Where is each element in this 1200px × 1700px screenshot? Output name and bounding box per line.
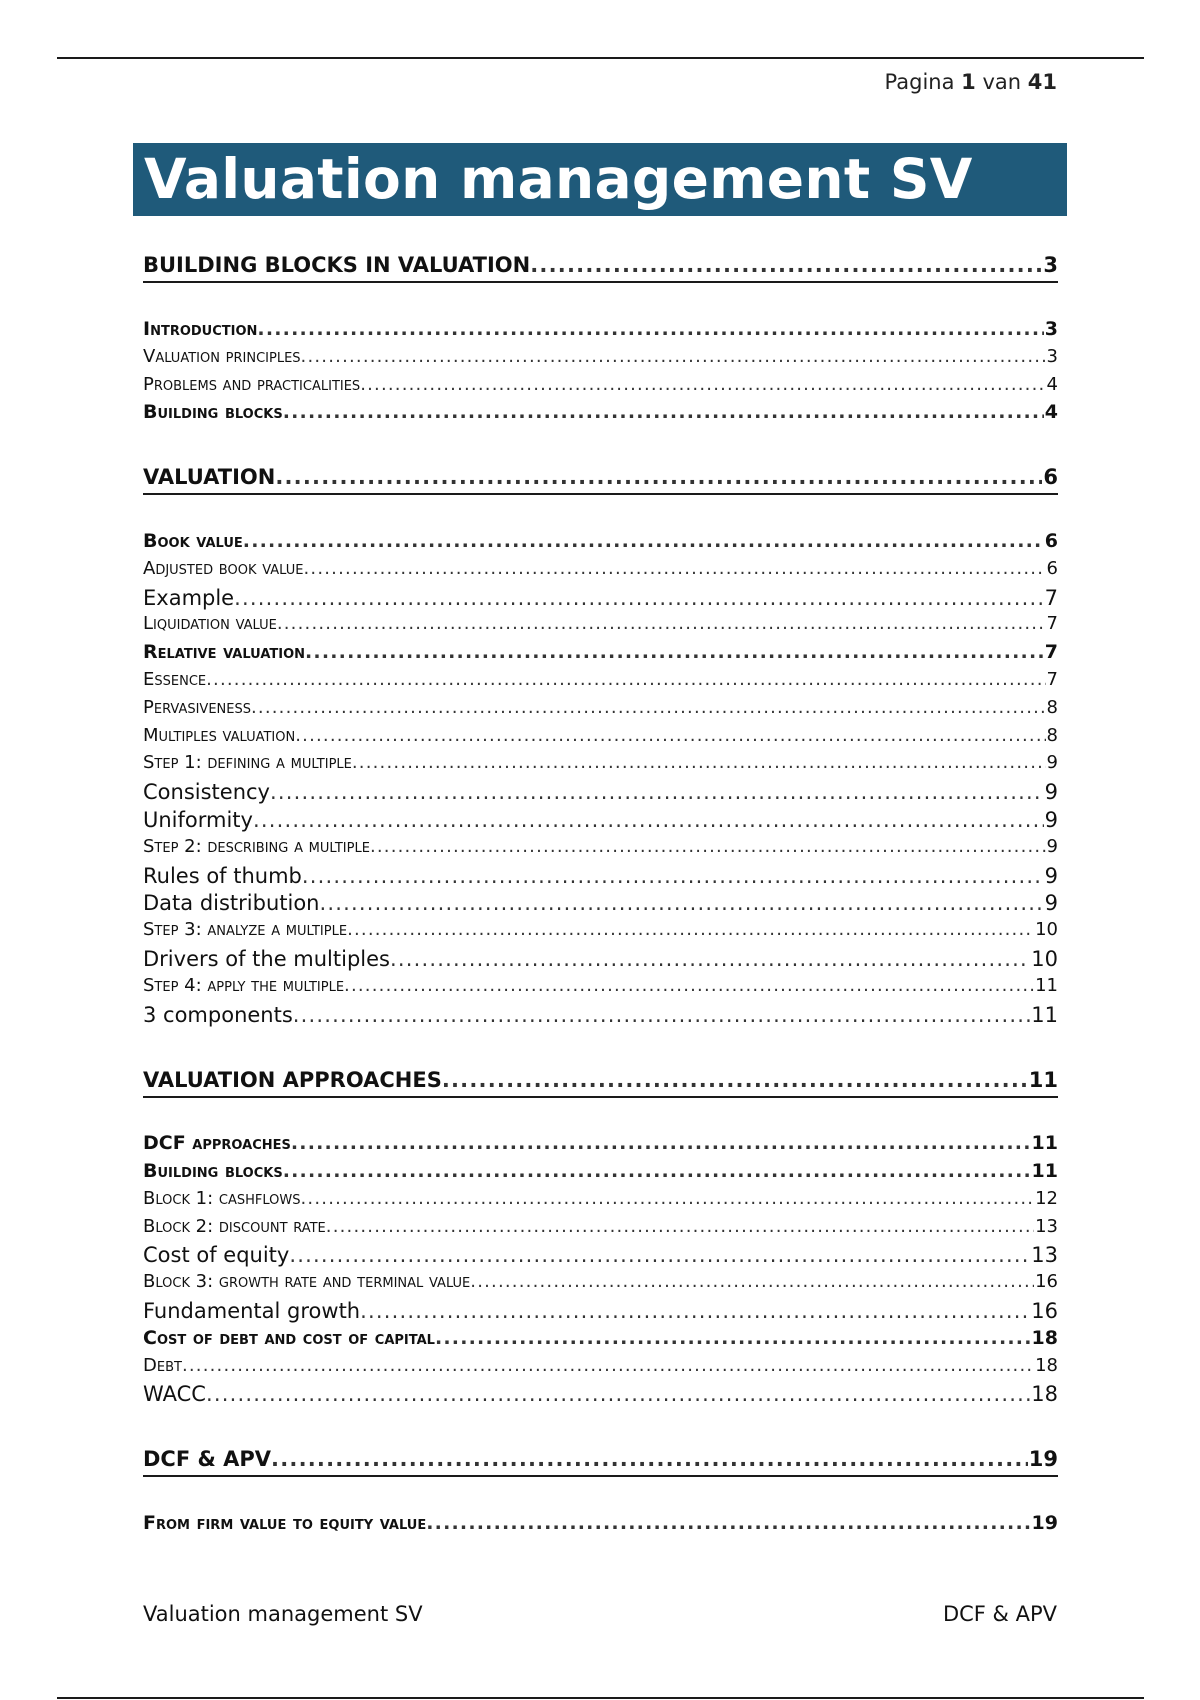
toc-entry-title: Cost of equity — [143, 1243, 290, 1267]
page-of-label: van — [982, 70, 1022, 94]
toc-entry[interactable] — [143, 864, 1058, 888]
toc-entry-title: Multiples valuation — [143, 725, 296, 746]
toc-entry-page: 11 — [1031, 1160, 1058, 1182]
toc-entry[interactable] — [143, 1512, 1058, 1534]
toc-leader-dots — [293, 1003, 1030, 1027]
toc-entry-page: 10 — [1031, 947, 1058, 971]
toc-entry-page: 7 — [1044, 586, 1058, 610]
toc-leader-dots — [289, 1243, 1030, 1267]
page-current: 1 — [961, 70, 976, 94]
toc-entry[interactable] — [143, 374, 1058, 395]
toc-entry-page: 18 — [1035, 1355, 1058, 1376]
toc-leader-dots — [271, 1447, 1028, 1471]
toc-entry-page: 9 — [1044, 891, 1058, 915]
toc-entry-title: Debt — [143, 1355, 182, 1376]
toc-entry[interactable] — [143, 586, 1058, 610]
toc-entry-title: Step 2: describing a multiple — [143, 836, 370, 857]
document-title: Valuation management SV — [144, 147, 973, 211]
toc-entry-title: BUILDING BLOCKS IN VALUATION — [143, 253, 531, 277]
toc-leader-dots — [530, 253, 1042, 277]
toc-entry[interactable] — [143, 465, 1058, 495]
toc-entry-title: Data distribution — [143, 891, 320, 915]
toc-entry-page: 7 — [1044, 641, 1058, 663]
toc-entry-page: 10 — [1035, 919, 1058, 940]
toc-entry-page: 12 — [1035, 1188, 1058, 1209]
toc-leader-dots — [270, 780, 1044, 804]
toc-entry[interactable] — [143, 1132, 1058, 1154]
toc-entry-page: 9 — [1044, 780, 1058, 804]
toc-entry[interactable] — [143, 530, 1058, 552]
toc-entry[interactable] — [143, 1271, 1058, 1292]
toc-entry-title: Step 4: apply the multiple — [143, 975, 345, 996]
toc-entry-title: Liquidation value — [143, 613, 277, 634]
toc-entry[interactable] — [143, 1299, 1058, 1323]
page-label: Pagina — [884, 70, 955, 94]
toc-entry-title: Step 3: analyze a multiple — [143, 919, 348, 940]
toc-leader-dots — [302, 864, 1044, 888]
toc-entry[interactable] — [143, 1327, 1058, 1349]
toc-entry[interactable] — [143, 401, 1058, 423]
toc-leader-dots — [442, 1068, 1028, 1092]
toc-entry-page: 4 — [1044, 401, 1058, 423]
toc-entry-page: 13 — [1035, 1216, 1058, 1237]
toc-leader-dots — [426, 1512, 1030, 1534]
toc-entry[interactable] — [143, 975, 1058, 996]
toc-leader-dots — [182, 1355, 1034, 1376]
toc-entry-page: 9 — [1046, 836, 1058, 857]
toc-entry-title: DCF & APV — [143, 1447, 272, 1471]
toc-entry-title: VALUATION — [143, 465, 276, 489]
toc-entry-page: 19 — [1028, 1447, 1058, 1471]
toc-entry-title: From firm value to equity value — [143, 1512, 427, 1534]
toc-entry[interactable] — [143, 1160, 1058, 1182]
toc-entry-title: Introduction — [143, 318, 258, 340]
toc-leader-dots — [304, 558, 1046, 579]
toc-entry[interactable] — [143, 1216, 1058, 1237]
toc-entry-title: Fundamental growth — [143, 1299, 361, 1323]
toc-leader-dots — [470, 1271, 1034, 1292]
toc-entry-title: Pervasiveness — [143, 697, 251, 718]
footer-title: Valuation management SV — [143, 1602, 423, 1626]
toc-entry[interactable] — [143, 752, 1058, 773]
toc-entry-title: Relative valuation — [143, 641, 306, 663]
toc-entry-page: 3 — [1046, 346, 1058, 367]
toc-leader-dots — [277, 613, 1046, 634]
toc-entry-title: Building blocks — [143, 1160, 283, 1182]
toc-entry[interactable] — [143, 613, 1058, 634]
toc-entry-page: 18 — [1031, 1382, 1058, 1406]
toc-entry-title: 3 components — [143, 1003, 293, 1027]
toc-entry[interactable] — [143, 1382, 1058, 1406]
toc-entry-page: 11 — [1028, 1068, 1058, 1092]
toc-leader-dots — [243, 530, 1044, 552]
toc-entry[interactable] — [143, 1003, 1058, 1027]
toc-leader-dots — [360, 1299, 1030, 1323]
toc-leader-dots — [352, 752, 1046, 773]
toc-entry-title: Valuation principles — [143, 346, 301, 367]
toc-entry-page: 16 — [1035, 1271, 1058, 1292]
toc-entry-title: Rules of thumb — [143, 864, 302, 888]
toc-entry-title: Drivers of the multiples — [143, 947, 390, 971]
toc-entry-page: 9 — [1044, 808, 1058, 832]
toc-entry-title: WACC — [143, 1382, 206, 1406]
toc-leader-dots — [234, 586, 1044, 610]
page-indicator — [885, 70, 1057, 94]
toc-entry[interactable] — [143, 346, 1058, 367]
toc-leader-dots — [347, 919, 1034, 940]
toc-entry-title: Uniformity — [143, 808, 253, 832]
toc-entry-page: 11 — [1031, 1003, 1058, 1027]
toc-leader-dots — [360, 374, 1045, 395]
toc-entry-page: 8 — [1046, 697, 1058, 718]
toc-entry-title: Essence — [143, 669, 207, 690]
toc-entry-title: Building blocks — [143, 401, 283, 423]
toc-entry-title: DCF approaches — [143, 1132, 291, 1154]
toc-leader-dots — [305, 641, 1044, 663]
toc-entry-page: 7 — [1046, 669, 1058, 690]
toc-entry[interactable] — [143, 697, 1058, 718]
title-banner — [133, 143, 1067, 216]
toc-leader-dots — [251, 697, 1046, 718]
toc-leader-dots — [326, 1216, 1034, 1237]
toc-entry-page: 3 — [1044, 318, 1058, 340]
toc-entry[interactable] — [143, 919, 1058, 940]
toc-entry-title: Example — [143, 586, 235, 610]
toc-entry-page: 13 — [1031, 1243, 1058, 1267]
toc-entry-page: 6 — [1044, 530, 1058, 552]
header-rule — [57, 57, 1144, 59]
toc-entry[interactable] — [143, 1447, 1058, 1477]
toc-entry-page: 7 — [1046, 613, 1058, 634]
toc-entry-title: Consistency — [143, 780, 270, 804]
toc-entry-page: 4 — [1046, 374, 1058, 395]
toc-entry-title: VALUATION APPROACHES — [143, 1068, 442, 1092]
toc-entry[interactable] — [143, 1243, 1058, 1267]
toc-leader-dots — [253, 808, 1044, 832]
toc-leader-dots — [390, 947, 1030, 971]
footer-section: DCF & APV — [942, 1602, 1057, 1626]
toc-leader-dots — [206, 1382, 1030, 1406]
toc-leader-dots — [283, 401, 1044, 423]
toc-entry-page: 11 — [1031, 1132, 1058, 1154]
toc-entry[interactable] — [143, 725, 1058, 746]
toc-leader-dots — [291, 1132, 1031, 1154]
toc-entry[interactable] — [143, 1355, 1058, 1376]
toc-leader-dots — [275, 465, 1042, 489]
toc-entry-title: Block 1: cashflows — [143, 1188, 301, 1209]
toc-entry-page: 18 — [1031, 1327, 1058, 1349]
toc-entry-page: 11 — [1035, 975, 1058, 996]
toc-entry[interactable] — [143, 836, 1058, 857]
toc-entry[interactable] — [143, 253, 1058, 283]
toc-leader-dots — [206, 669, 1045, 690]
toc-entry-page: 19 — [1031, 1512, 1058, 1534]
toc-entry-title: Block 2: discount rate — [143, 1216, 326, 1237]
toc-leader-dots — [283, 1160, 1031, 1182]
toc-entry[interactable] — [143, 808, 1058, 832]
toc-entry-page: 3 — [1043, 253, 1058, 277]
page-total: 41 — [1027, 70, 1057, 94]
toc-entry-title: Cost of debt and cost of capital — [143, 1327, 435, 1349]
toc-entry-title: Adjusted book value — [143, 558, 304, 579]
toc-entry-title: Book value — [143, 530, 243, 552]
toc-entry-title: Problems and practicalities — [143, 374, 361, 395]
toc-entry[interactable] — [143, 891, 1058, 915]
toc-entry-page: 9 — [1044, 864, 1058, 888]
toc-leader-dots — [344, 975, 1034, 996]
toc-entry[interactable] — [143, 669, 1058, 690]
toc-entry-title: Block 3: growth rate and terminal value — [143, 1271, 471, 1292]
toc-leader-dots — [320, 891, 1044, 915]
toc-entry[interactable] — [143, 780, 1058, 804]
toc-leader-dots — [295, 725, 1045, 746]
toc-entry-page: 16 — [1031, 1299, 1058, 1323]
toc-entry[interactable] — [143, 641, 1058, 663]
toc-entry[interactable] — [143, 558, 1058, 579]
toc-entry-page: 9 — [1046, 752, 1058, 773]
toc-entry[interactable] — [143, 1068, 1058, 1098]
toc-entry-title: Step 1: defining a multiple — [143, 752, 352, 773]
toc-leader-dots — [435, 1327, 1031, 1349]
toc-entry-page: 6 — [1046, 558, 1058, 579]
toc-entry-page: 8 — [1046, 725, 1058, 746]
footer-rule — [57, 1697, 1144, 1699]
toc-entry-page: 6 — [1043, 465, 1058, 489]
toc-entry[interactable] — [143, 318, 1058, 340]
toc-leader-dots — [301, 346, 1046, 367]
toc-leader-dots — [301, 1188, 1035, 1209]
toc-entry[interactable] — [143, 947, 1058, 971]
toc-leader-dots — [257, 318, 1043, 340]
toc-leader-dots — [370, 836, 1046, 857]
toc-entry[interactable] — [143, 1188, 1058, 1209]
